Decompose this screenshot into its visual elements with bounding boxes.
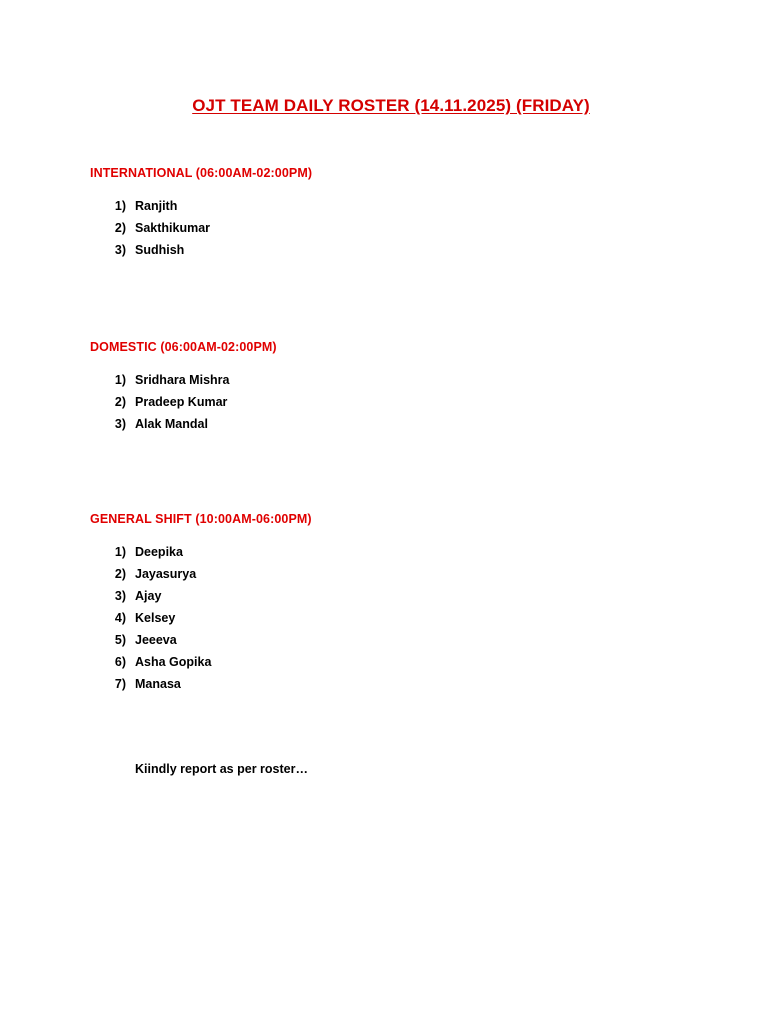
page-title: OJT TEAM DAILY ROSTER (14.11.2025) (FRIDAY) (192, 96, 590, 115)
list-number: 2) (114, 395, 126, 409)
list-item (90, 585, 211, 607)
staff-name: Jayasurya (135, 567, 197, 581)
staff-name: Ajay (135, 589, 162, 603)
list-item (90, 391, 229, 413)
section-heading-international: INTERNATIONAL (06:00AM-02:00PM) (90, 166, 313, 180)
list-item (90, 217, 210, 239)
list-number: 2) (114, 221, 126, 235)
list-number: 3) (114, 417, 126, 431)
list-item (90, 651, 211, 673)
list-general-shift (90, 541, 211, 695)
list-number: 7) (114, 677, 126, 691)
staff-name: Sridhara Mishra (135, 373, 230, 387)
staff-name: Sakthikumar (135, 221, 211, 235)
list-number: 6) (114, 655, 126, 669)
list-item (90, 607, 211, 629)
list-number: 2) (114, 567, 126, 581)
list-number: 1) (114, 199, 126, 213)
list-domestic (90, 369, 229, 435)
section-heading-general-shift: GENERAL SHIFT (10:00AM-06:00PM) (90, 512, 312, 526)
list-number: 5) (114, 633, 126, 647)
staff-name: Alak Mandal (135, 417, 208, 431)
list-item (90, 673, 211, 695)
list-international (90, 195, 210, 261)
list-number: 3) (114, 243, 126, 257)
list-number: 1) (114, 545, 126, 559)
list-item (90, 413, 229, 435)
list-item (90, 369, 229, 391)
list-number: 1) (114, 373, 126, 387)
staff-name: Manasa (135, 677, 181, 691)
section-heading-domestic: DOMESTIC (06:00AM-02:00PM) (90, 340, 277, 354)
staff-name: Deepika (135, 545, 183, 559)
staff-name: Asha Gopika (135, 655, 212, 669)
list-item (90, 239, 210, 261)
closing-note: Kiindly report as per roster… (135, 762, 308, 776)
list-item (90, 563, 211, 585)
staff-name: Jeeeva (135, 633, 177, 647)
list-item (90, 195, 210, 217)
list-item (90, 541, 211, 563)
staff-name: Ranjith (135, 199, 178, 213)
staff-name: Kelsey (135, 611, 176, 625)
list-number: 4) (114, 611, 126, 625)
list-item (90, 629, 211, 651)
list-number: 3) (114, 589, 126, 603)
staff-name: Pradeep Kumar (135, 395, 228, 409)
staff-name: Sudhish (135, 243, 185, 257)
